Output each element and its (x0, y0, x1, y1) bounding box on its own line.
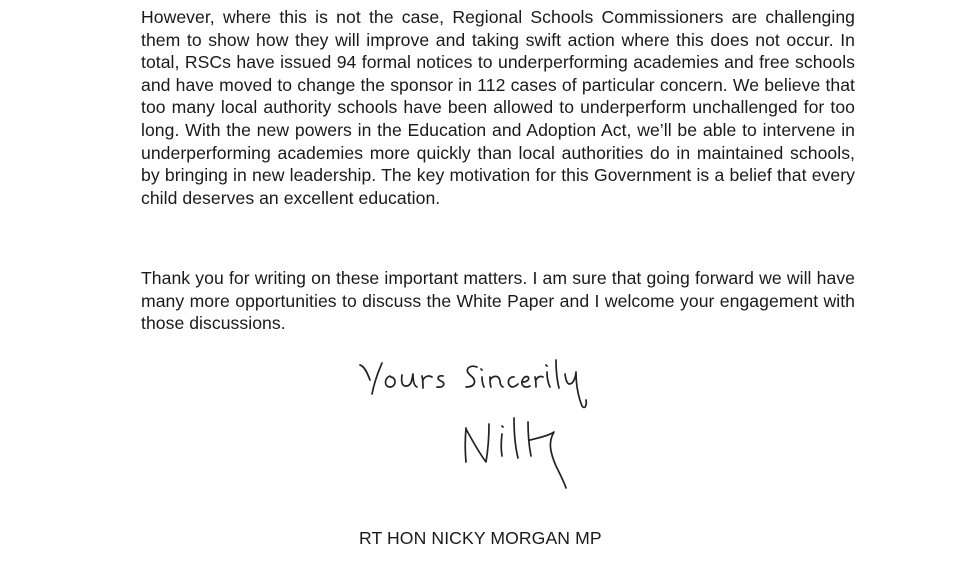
body-paragraph-rsc-action: However, where this is not the case, Regional Schools Commissioners are challenging them to show how they will improve and taking swift action where this does not occur. In total, RSCs have issued 94 formal notices to underperforming academies and free schools and have moved to change the sponsor in 112 cases of particular concern. We believe that too many local authority schools have been allowed to underperform unchallenged for too long. With the new powers in the Education and Adoption Act, we’ll be able to intervene in underperforming academies more quickly than local authorities do in maintained schools, by bringing in new leadership. The key motivation for this Government is a belief that every child deserves an excellent education. (141, 7, 855, 208)
signature-block (330, 350, 650, 500)
handwritten-signature (458, 410, 598, 500)
handwritten-closing (342, 350, 642, 410)
signatory-name: RT HON NICKY MORGAN MP (359, 528, 602, 548)
body-paragraph-thanks: Thank you for writing on these important matters. I am sure that going forward we will have many more opportunities to discuss the White Paper and I welcome your engagement with those discussions. (141, 268, 855, 334)
